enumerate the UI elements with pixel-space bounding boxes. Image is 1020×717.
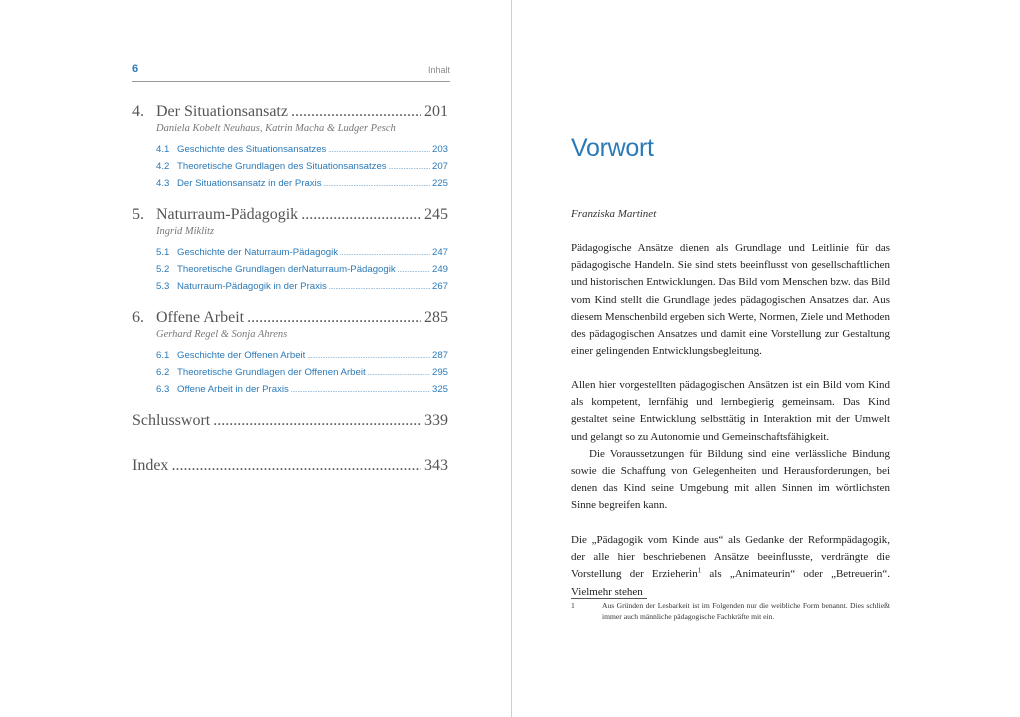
schlusswort-entry[interactable] [132,412,448,430]
index-entry[interactable] [132,457,448,475]
chapter-authors: Ingrid Miklitz [156,226,215,237]
chapter-number: 4. [132,103,144,120]
page-gutter [511,0,512,717]
paragraph: Die Voraussetzungen für Bildung sind eine verlässliche Bindung sowie die Schaffung von Gelegenheiten und Herausforderungen, bei denen das Kind seine Umgebung mit allen Sinnen im wörtlichsten Sinne begreifen kann. [571,447,890,512]
section-title: Geschichte der Naturraum-Pädagogik [177,247,339,258]
section-number: 5.1 [156,247,170,258]
section-list [156,142,448,193]
dot-leader [328,144,430,159]
toc-section-5-2[interactable] [156,262,448,279]
chapter-authors: Gerhard Regel & Sonja Ahrens [156,329,288,340]
section-number: 5.2 [156,264,170,275]
dot-leader [329,281,430,296]
section-number: 6.2 [156,367,170,378]
toc-section-6-3[interactable] [156,382,448,399]
chapter-page: 285 [424,309,448,326]
chapter-heading-vorwort: Vorwort [571,134,654,162]
section-page: 325 [431,384,448,395]
toc-index [132,457,448,475]
toc-section-6-1[interactable] [156,348,448,365]
entry-title: Schlusswort [132,412,211,429]
section-page: 207 [431,161,448,172]
paragraph-text-continued: als „Animateurin“ oder „Betreuerin“. Vielmehr stehen [571,568,891,598]
header-rule [132,81,450,82]
section-page: 203 [431,144,448,155]
toc-chapter-4 [132,103,448,193]
section-page: 295 [431,367,448,378]
body-text-block-3 [571,532,890,601]
entry-title: Index [132,457,169,474]
dot-leader [389,161,430,176]
chapter-page: 245 [424,206,448,223]
section-number: 6.1 [156,350,170,361]
section-title: Naturraum-Pädagogik in der Praxis [177,281,327,292]
dot-leader [340,247,430,262]
section-number: 4.1 [156,144,170,155]
section-number: 4.3 [156,178,170,189]
toc-section-6-2[interactable] [156,365,448,382]
chapter-heading[interactable] [132,206,448,224]
dot-leader [213,412,421,430]
section-title: Geschichte des Situationsansatzes [177,144,327,155]
footnote [571,600,890,622]
toc-section-4-1[interactable] [156,142,448,159]
section-title: Der Situationsansatz in der Praxis [177,178,322,189]
body-text-block-2 [571,377,890,515]
dot-leader [307,350,430,365]
dot-leader [368,367,430,382]
dot-leader [291,103,421,121]
chapter-number: 5. [132,206,144,223]
page-number: 6 [132,63,139,75]
chapter-title: Offene Arbeit [156,309,245,326]
section-title: Geschichte der Offenen Arbeit [177,350,306,361]
toc-schlusswort [132,412,448,430]
toc-section-5-3[interactable] [156,279,448,296]
section-page: 247 [431,247,448,258]
section-title: Theoretische Grundlagen derNaturraum-Pädagogik [177,264,396,275]
footnote-text: Aus Gründen der Lesbarkeit ist im Folgenden nur die weibliche Form benannt. Dies schließt immer auch männliche pädagogische Fachkräfte mit ein. [602,601,890,621]
paragraph: Pädagogische Ansätze dienen als Grundlage und Leitlinie für das pädagogische Handeln. Sie sind stets beeinflusst von gesellschaftlichen und historischen Entwicklungen. Das Bild vom Menschen bzw. das Bild vom Kind stellt die Grundlage jedes pädagogischen Ansatzes dar. Aus diesem Menschenbild ergeben sich Werte, Normen, Ziele und Methoden des pädagogischen Ansatzes und damit eine Vorstellung zur Gestaltung einer gelingenden Entwicklungsbegleitung. [571,242,890,358]
chapter-page: 201 [424,103,448,120]
section-list [156,245,448,296]
chapter-heading[interactable] [132,309,448,327]
footnote-number: 1 [571,601,575,610]
entry-page: 343 [424,457,448,474]
foreword-author: Franziska Martinet [571,208,657,220]
paragraph-text: Die „Pädagogik vom Kinde aus“ als Gedanke der Reformpädagogik, der alle hier beschriebenen Ansätze beeinflusste, verdrängte die Vorstellung der Erzieherin [571,534,890,581]
running-header: Inhalt [427,65,450,75]
dot-leader [247,309,421,327]
section-page: 287 [431,350,448,361]
dot-leader [398,264,430,279]
section-title: Theoretische Grundlagen des Situationsansatzes [177,161,387,172]
dot-leader [171,457,421,475]
dot-leader [324,178,430,193]
chapter-title: Naturraum-Pädagogik [156,206,299,223]
section-number: 5.3 [156,281,170,292]
footnote-marker[interactable]: 1 [697,566,702,575]
toc-section-4-3[interactable] [156,176,448,193]
dot-leader [301,206,421,224]
section-title: Offene Arbeit in der Praxis [177,384,289,395]
chapter-title: Der Situationsansatz [156,103,288,120]
section-number: 4.2 [156,161,170,172]
paragraph: Allen hier vorgestellten pädagogischen Ansätzen ist ein Bild vom Kind als kompetent, lernfähig und lernbegierig gemeinsam. Das Kind gestaltet seine Entwicklung selbsttätig in Interaktion mit der Umwelt und gelangt so zu Autonomie und Gemeinschaftsfähigkeit. [571,379,890,443]
section-page: 249 [431,264,448,275]
section-title: Theoretische Grundlagen der Offenen Arbeit [177,367,366,378]
chapter-number: 6. [132,309,144,326]
body-text-block-1 [571,240,890,360]
toc-chapter-5 [132,206,448,296]
entry-page: 339 [424,412,448,429]
chapter-authors: Daniela Kobelt Neuhaus, Katrin Macha & Ludger Pesch [156,123,396,134]
section-list [156,348,448,399]
section-page: 267 [431,281,448,292]
footnote-rule [571,598,647,599]
toc-section-5-1[interactable] [156,245,448,262]
toc-section-4-2[interactable] [156,159,448,176]
section-page: 225 [431,178,448,189]
dot-leader [291,384,430,399]
section-number: 6.3 [156,384,170,395]
paragraph [571,532,890,601]
chapter-heading[interactable] [132,103,448,121]
toc-chapter-6 [132,309,448,399]
